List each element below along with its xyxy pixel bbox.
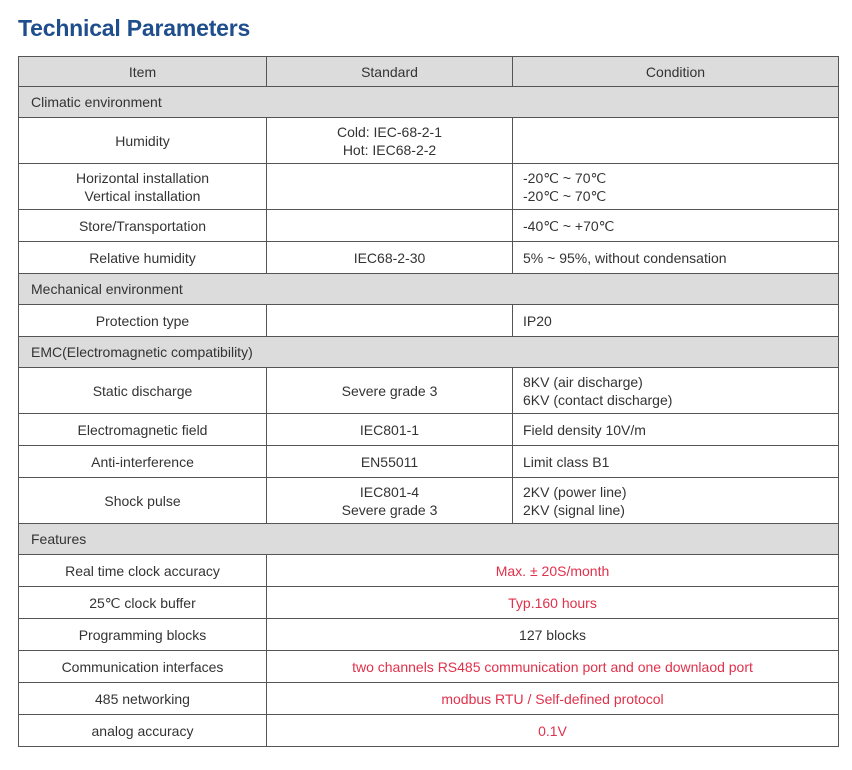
item-cell	[19, 118, 267, 164]
condition-cell-text: -40℃ ~ +70℃	[523, 217, 615, 234]
standard-cell-text: Severe grade 3	[341, 382, 438, 399]
standard-cell	[267, 210, 513, 242]
condition-cell-text: 2KV (power line)	[523, 483, 627, 500]
section-title: Features	[19, 524, 839, 555]
item-cell	[19, 305, 267, 337]
condition-cell-text: -20℃ ~ 70℃	[523, 187, 607, 204]
item-cell	[19, 368, 267, 414]
condition-cell-text: 8KV (air discharge)	[523, 373, 643, 390]
standard-cell	[267, 305, 513, 337]
table-header-row	[19, 57, 839, 87]
item-cell-text: Vertical installation	[84, 187, 201, 204]
condition-cell	[513, 368, 839, 414]
feature-item-cell: Communication interfaces	[19, 651, 267, 683]
condition-cell	[513, 210, 839, 242]
table-row	[19, 242, 839, 274]
feature-row	[19, 651, 839, 683]
feature-row	[19, 619, 839, 651]
item-cell-text: Humidity	[115, 132, 170, 149]
table-row	[19, 368, 839, 414]
condition-cell	[513, 478, 839, 524]
item-cell-text: Relative humidity	[89, 249, 196, 266]
table-row	[19, 305, 839, 337]
standard-cell	[267, 478, 513, 524]
section-title: Climatic environment	[19, 87, 839, 118]
condition-cell-text: IP20	[523, 312, 552, 329]
table-row	[19, 446, 839, 478]
item-cell-text: Electromagnetic field	[77, 421, 208, 438]
condition-cell-text: Field density 10V/m	[523, 421, 646, 438]
condition-cell-text: 2KV (signal line)	[523, 501, 625, 518]
standard-cell	[267, 242, 513, 274]
table-row	[19, 414, 839, 446]
standard-cell-text: Cold: IEC-68-2-1	[336, 123, 443, 140]
item-cell	[19, 414, 267, 446]
standard-cell-text: IEC801-4	[359, 483, 420, 500]
table-row	[19, 210, 839, 242]
header-standard: Standard	[267, 57, 513, 87]
item-cell	[19, 242, 267, 274]
condition-cell-text: Limit class B1	[523, 453, 610, 470]
standard-cell-text: Severe grade 3	[341, 501, 438, 518]
condition-cell	[513, 446, 839, 478]
header-item: Item	[19, 57, 267, 87]
feature-value-cell: modbus RTU / Self-defined protocol	[267, 683, 839, 715]
table-row	[19, 164, 839, 210]
feature-row	[19, 555, 839, 587]
item-cell	[19, 446, 267, 478]
condition-cell-text: 5% ~ 95%, without condensation	[523, 249, 727, 266]
feature-value-cell: Typ.160 hours	[267, 587, 839, 619]
table-row	[19, 478, 839, 524]
feature-item-cell: Real time clock accuracy	[19, 555, 267, 587]
item-cell-text: Static discharge	[92, 382, 193, 399]
feature-row	[19, 587, 839, 619]
item-cell-text: Horizontal installation	[75, 169, 210, 186]
section-row	[19, 87, 839, 118]
feature-value-cell: Max. ± 20S/month	[267, 555, 839, 587]
item-cell-text: Shock pulse	[104, 492, 181, 509]
standard-cell	[267, 414, 513, 446]
condition-cell	[513, 118, 839, 164]
feature-item-cell: 25℃ clock buffer	[19, 587, 267, 619]
table-body	[19, 87, 839, 747]
page-title: Technical Parameters	[18, 15, 251, 41]
item-cell	[19, 210, 267, 242]
feature-item-cell: 485 networking	[19, 683, 267, 715]
item-cell	[19, 164, 267, 210]
condition-cell	[513, 242, 839, 274]
item-cell	[19, 478, 267, 524]
condition-cell-text: 6KV (contact discharge)	[523, 391, 673, 408]
section-row	[19, 274, 839, 305]
feature-value-cell: 127 blocks	[267, 619, 839, 651]
section-title: EMC(Electromagnetic compatibility)	[19, 337, 839, 368]
item-cell-text: Anti-interference	[91, 453, 194, 470]
parameters-table	[18, 56, 839, 747]
condition-cell	[513, 414, 839, 446]
feature-value-cell: two channels RS485 communication port and one downlaod port	[267, 651, 839, 683]
standard-cell-text: IEC68-2-30	[353, 249, 426, 266]
item-cell-text: Store/Transportation	[78, 217, 207, 234]
standard-cell	[267, 368, 513, 414]
item-cell-text: Protection type	[95, 312, 190, 329]
header-condition: Condition	[513, 57, 839, 87]
condition-cell	[513, 305, 839, 337]
feature-value-cell: 0.1V	[267, 715, 839, 747]
feature-item-cell: analog accuracy	[19, 715, 267, 747]
standard-cell	[267, 118, 513, 164]
section-row	[19, 337, 839, 368]
standard-cell-text: IEC801-1	[359, 421, 420, 438]
feature-item-cell: Programming blocks	[19, 619, 267, 651]
standard-cell-text: EN55011	[360, 453, 419, 470]
standard-cell-text: Hot: IEC68-2-2	[342, 141, 437, 158]
condition-cell	[513, 164, 839, 210]
section-row	[19, 524, 839, 555]
standard-cell	[267, 446, 513, 478]
section-title: Mechanical environment	[19, 274, 839, 305]
condition-cell-text: -20℃ ~ 70℃	[523, 169, 607, 186]
standard-cell	[267, 164, 513, 210]
feature-row	[19, 683, 839, 715]
feature-row	[19, 715, 839, 747]
table-row	[19, 118, 839, 164]
